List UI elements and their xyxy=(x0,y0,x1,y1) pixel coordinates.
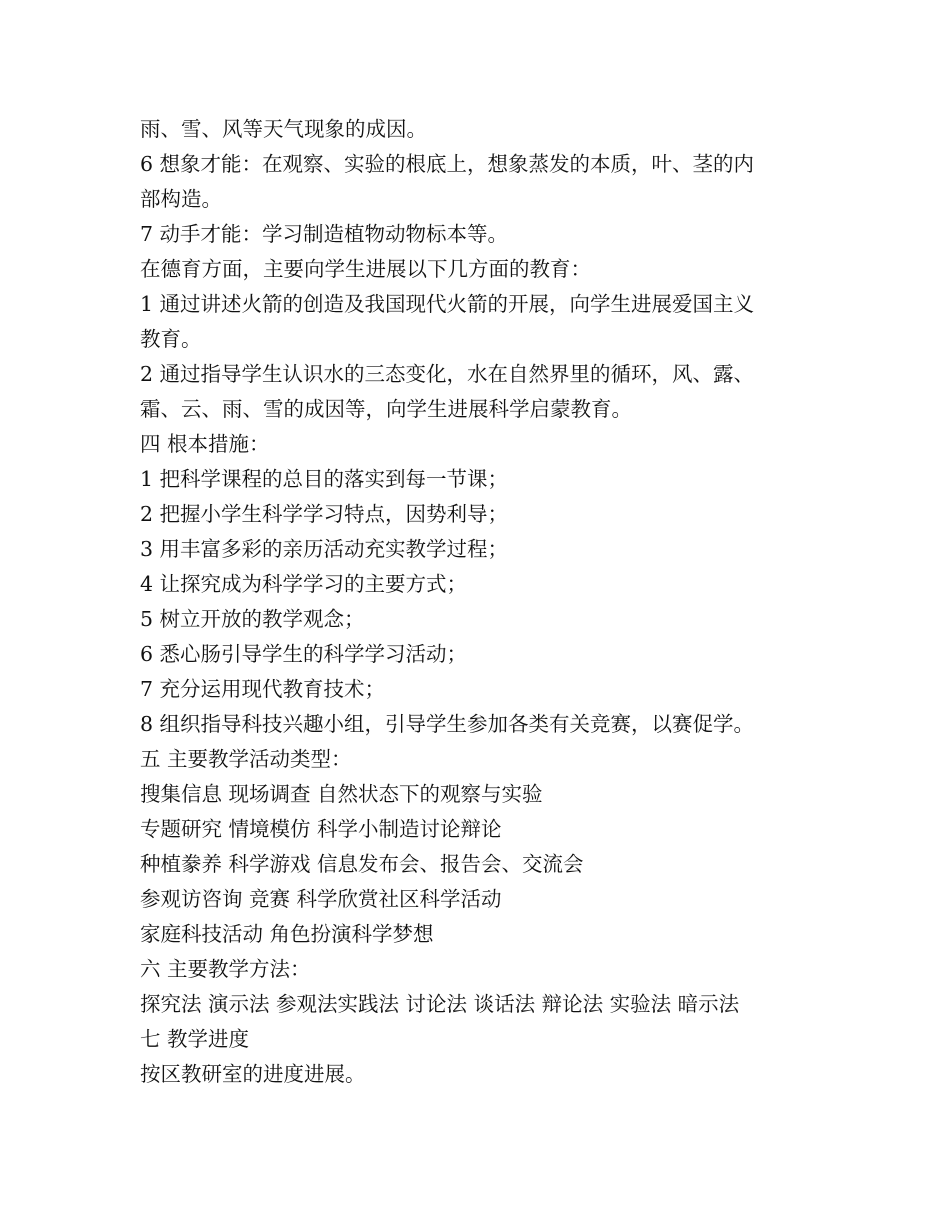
text-line: 2 通过指导学生认识水的三态变化，水在自然界里的循环，风、露、 xyxy=(140,362,755,386)
list-item: 1 把科学课程的总目的落实到每一节课； xyxy=(140,467,509,491)
text-line: 专题研究 情境模仿 科学小制造讨论辩论 xyxy=(140,817,502,841)
text-line: 部构造。 xyxy=(140,187,222,211)
section-heading: 七 教学进度 xyxy=(140,1027,250,1051)
text-line: 家庭科技活动 角色扮演科学梦想 xyxy=(140,922,434,946)
section-heading: 五 主要教学活动类型： xyxy=(140,747,352,771)
text-line: 教育。 xyxy=(140,327,202,351)
text-line: 1 通过讲述火箭的创造及我国现代火箭的开展，向学生进展爱国主义 xyxy=(140,292,755,316)
list-item: 5 树立开放的教学观念； xyxy=(140,607,365,631)
list-item: 4 让探究成为科学学习的主要方式； xyxy=(140,572,468,596)
document-body xyxy=(140,112,820,1092)
list-item: 7 充分运用现代教育技术； xyxy=(140,677,386,701)
text-line: 在德育方面，主要向学生进展以下几方面的教育： xyxy=(140,257,591,281)
list-item: 2 把握小学生科学学习特点，因势利导； xyxy=(140,502,509,526)
section-heading: 六 主要教学方法： xyxy=(140,957,311,981)
text-line: 7 动手才能：学习制造植物动物标本等。 xyxy=(140,222,509,246)
text-line: 搜集信息 现场调查 自然状态下的观察与实验 xyxy=(140,782,543,806)
text-line: 探究法 演示法 参观法实践法 讨论法 谈话法 辩论法 实验法 暗示法 xyxy=(140,992,740,1016)
list-item: 3 用丰富多彩的亲历活动充实教学过程； xyxy=(140,537,509,561)
list-item: 8 组织指导科技兴趣小组，引导学生参加各类有关竞赛，以赛促学。 xyxy=(140,712,755,736)
text-line: 霜、云、雨、雪的成因等，向学生进展科学启蒙教育。 xyxy=(140,397,632,421)
text-line: 种植豢养 科学游戏 信息发布会、报告会、交流会 xyxy=(140,852,584,876)
text-line: 6 想象才能：在观察、实验的根底上，想象蒸发的本质，叶、茎的内 xyxy=(140,152,755,176)
text-line: 雨、雪、风等天气现象的成因。 xyxy=(140,117,427,141)
text-line: 参观访咨询 竞赛 科学欣赏社区科学活动 xyxy=(140,887,502,911)
list-item: 6 悉心肠引导学生的科学学习活动； xyxy=(140,642,468,666)
text-line: 按区教研室的进度进展。 xyxy=(140,1062,366,1086)
section-heading: 四 根本措施： xyxy=(140,432,270,456)
